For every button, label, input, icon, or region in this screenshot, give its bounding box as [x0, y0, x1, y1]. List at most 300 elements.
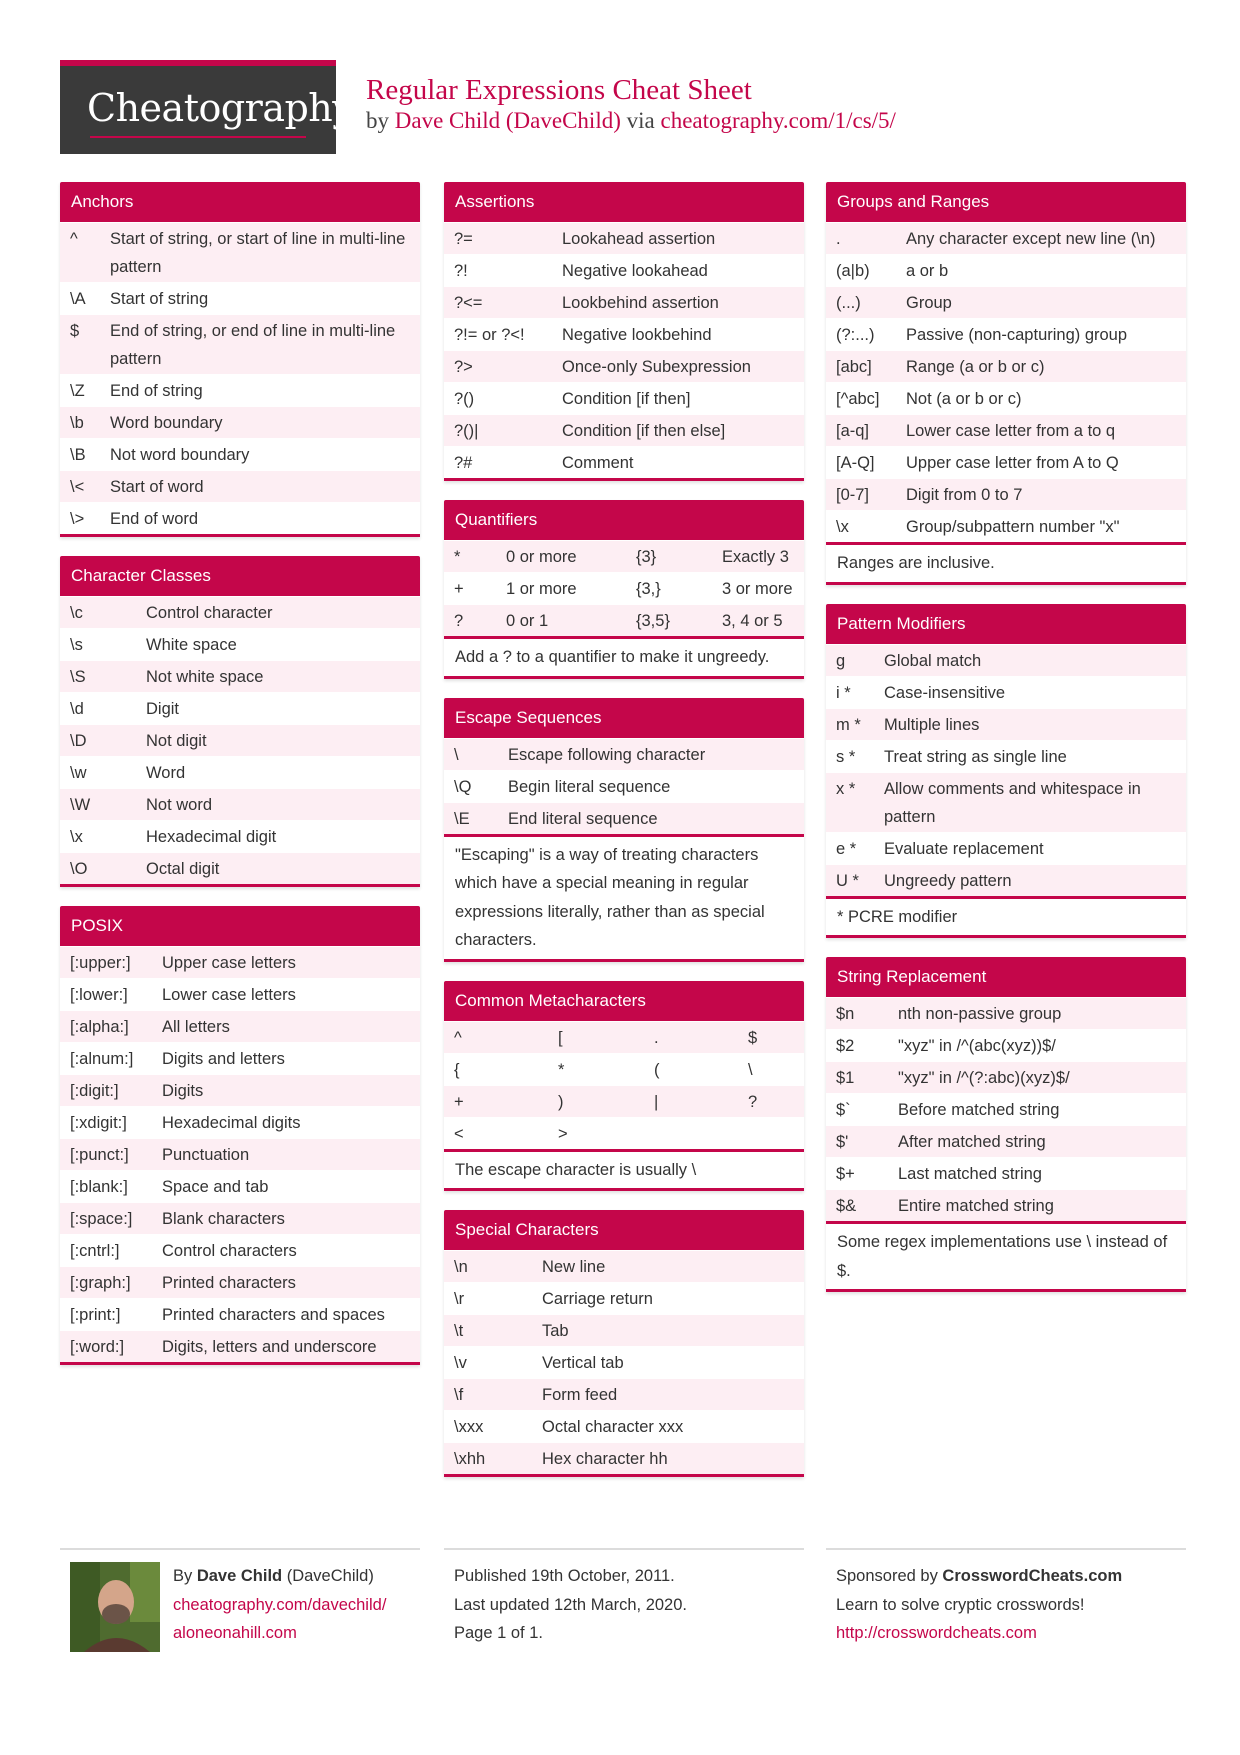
table-value: Begin literal sequence — [508, 777, 671, 796]
table-value: Comment — [562, 454, 634, 472]
table-key: [:space:] — [70, 1210, 133, 1228]
table-value: Last matched string — [898, 1165, 1042, 1183]
table-cell: ) — [558, 1092, 564, 1111]
table-key: [a-q] — [836, 422, 870, 440]
table-cell: $ — [748, 1028, 758, 1047]
table-key: \c — [70, 604, 83, 622]
table-key: \W — [70, 796, 91, 814]
table-row — [444, 254, 804, 286]
table-cell: 0 or 1 — [506, 612, 549, 630]
groups-and-ranges-section — [826, 182, 1186, 585]
table-cell: + — [454, 580, 464, 598]
table-value: Ungreedy pattern — [884, 871, 1012, 890]
table-key: ?()| — [454, 422, 479, 440]
table-key: [:graph:] — [70, 1274, 131, 1292]
table-value: Form feed — [542, 1386, 618, 1404]
table-value: Not word boundary — [110, 446, 250, 464]
table-row — [60, 1074, 420, 1106]
table-value: Negative lookahead — [562, 262, 708, 280]
table-key: [0-7] — [836, 486, 870, 504]
table-value: Entire matched string — [898, 1197, 1054, 1215]
column-3 — [826, 182, 1186, 1311]
table-value: Printed characters and spaces — [162, 1306, 385, 1324]
table-row — [444, 350, 804, 382]
table-key: [abc] — [836, 358, 872, 376]
table-key: x * — [836, 779, 856, 798]
common-metacharacters-section — [444, 981, 804, 1192]
special-characters-section — [444, 1210, 804, 1477]
table-value: Negative lookbehind — [562, 326, 712, 344]
table-row — [60, 596, 420, 628]
updated-date: Last updated 12th March, 2020. — [454, 1595, 687, 1614]
table-key: m * — [836, 715, 861, 734]
section-title: Groups and Ranges — [826, 182, 1186, 222]
avatar-photo — [70, 1562, 160, 1652]
quantifiers-section — [444, 500, 804, 679]
table-cell: . — [654, 1028, 659, 1047]
sponsor-info — [836, 1562, 1122, 1648]
table-row — [60, 1170, 420, 1202]
table-cell: ? — [748, 1092, 758, 1111]
table-row — [60, 406, 420, 438]
character-classes-table — [60, 596, 420, 884]
table-value: After matched string — [898, 1133, 1046, 1151]
byline — [366, 108, 896, 134]
posix-table — [60, 946, 420, 1362]
table-row — [826, 997, 1186, 1029]
table-key: e * — [836, 839, 857, 858]
table-key: $2 — [836, 1037, 855, 1055]
table-key: \D — [70, 732, 87, 750]
section-note: Ranges are inclusive. — [826, 542, 1186, 582]
table-row — [826, 1093, 1186, 1125]
assertions-table — [444, 222, 804, 478]
table-row — [826, 676, 1186, 708]
table-cell: ? — [454, 612, 464, 630]
table-value: Condition [if then] — [562, 390, 691, 408]
table-key: [:upper:] — [70, 954, 131, 972]
table-cell: \ — [748, 1060, 753, 1079]
table-cell: Exactly 3 — [722, 548, 789, 566]
table-row — [60, 756, 420, 788]
table-row — [444, 222, 804, 254]
table-key: \b — [70, 414, 84, 432]
table-value: Group — [906, 294, 952, 312]
table-value: Once-only Subexpression — [562, 358, 751, 376]
table-row — [60, 438, 420, 470]
table-key: s * — [836, 747, 856, 766]
footer-sponsor — [826, 1548, 1186, 1660]
table-cell: {3,} — [636, 580, 661, 598]
table-row — [444, 572, 804, 604]
table-key: ?!= or ?<! — [454, 326, 525, 344]
table-row — [444, 540, 804, 572]
table-row — [826, 1029, 1186, 1061]
table-key: ?<= — [454, 294, 483, 312]
section-note: The escape character is usually \ — [444, 1149, 804, 1189]
page-title: Regular Expressions Cheat Sheet — [366, 74, 752, 106]
table-row — [60, 1266, 420, 1298]
table-value: New line — [542, 1258, 606, 1276]
table-value: Octal digit — [146, 860, 220, 878]
footer-dates — [444, 1548, 804, 1660]
table-row — [444, 414, 804, 446]
profile-link[interactable]: cheatography.com/davechild/ — [173, 1595, 387, 1614]
table-key: \f — [454, 1386, 464, 1404]
table-value: Digit — [146, 700, 180, 718]
table-row — [60, 470, 420, 502]
footer-author — [60, 1548, 420, 1660]
table-row — [444, 446, 804, 478]
table-value: "xyz" in /^(?:abc)(xyz)$/ — [898, 1069, 1070, 1087]
table-value: Upper case letters — [162, 954, 296, 972]
table-cell: 1 or more — [506, 580, 577, 598]
table-row — [60, 692, 420, 724]
table-value: Before matched string — [898, 1101, 1060, 1119]
byline-via: via — [620, 108, 661, 133]
table-value: Not digit — [146, 732, 207, 750]
table-cell: 0 or more — [506, 548, 577, 566]
table-value: Blank characters — [162, 1210, 285, 1228]
table-key: $& — [836, 1197, 857, 1215]
table-row — [826, 772, 1186, 832]
table-key: $+ — [836, 1165, 855, 1183]
table-row — [826, 414, 1186, 446]
logo-text: Cheatography — [87, 86, 354, 130]
table-value: Octal character xxx — [542, 1418, 684, 1436]
author-avatar — [70, 1562, 160, 1652]
sponsored-label: Sponsored by — [836, 1567, 943, 1585]
table-cell: < — [454, 1124, 464, 1143]
table-key: (?:...) — [836, 326, 875, 344]
table-value: Tab — [542, 1322, 569, 1340]
character-classes-section — [60, 556, 420, 887]
table-key: [:alnum:] — [70, 1050, 134, 1068]
table-key: \xxx — [454, 1418, 484, 1436]
table-row — [826, 254, 1186, 286]
table-value: Digit from 0 to 7 — [906, 486, 1023, 504]
table-row — [826, 286, 1186, 318]
table-row — [60, 1202, 420, 1234]
table-key: [:xdigit:] — [70, 1114, 127, 1132]
table-key: \O — [70, 860, 88, 878]
pattern-modifiers-section — [826, 604, 1186, 939]
table-key: [:cntrl:] — [70, 1242, 120, 1260]
table-value: Start of string — [110, 290, 209, 308]
table-row — [444, 738, 804, 770]
section-title: Pattern Modifiers — [826, 604, 1186, 644]
table-key: $n — [836, 1005, 855, 1023]
anchors-table — [60, 222, 420, 534]
table-value: Punctuation — [162, 1146, 250, 1164]
section-note: Add a ? to a quantifier to make it ungreedy. — [444, 636, 804, 676]
escape-sequences-section — [444, 698, 804, 962]
table-value: White space — [146, 636, 237, 654]
table-row — [444, 286, 804, 318]
table-value: Digits — [162, 1082, 204, 1100]
table-value: a or b — [906, 262, 949, 280]
table-value: All letters — [162, 1018, 230, 1036]
table-row — [60, 1042, 420, 1074]
table-value: Control character — [146, 604, 273, 622]
table-row — [444, 1250, 804, 1282]
table-value: Multiple lines — [884, 715, 980, 734]
table-row — [826, 382, 1186, 414]
table-key: [:alpha:] — [70, 1018, 129, 1036]
table-key: $ — [70, 322, 80, 340]
table-row — [826, 1189, 1186, 1221]
column-1 — [60, 182, 420, 1384]
table-value: Not (a or b or c) — [906, 390, 1022, 408]
table-cell: + — [454, 1092, 464, 1111]
table-value: Not white space — [146, 668, 264, 686]
table-row — [60, 788, 420, 820]
table-row — [444, 1410, 804, 1442]
table-row — [826, 832, 1186, 864]
table-value: Any character except new line (\n) — [906, 230, 1156, 248]
sponsor-url-link[interactable]: http://crosswordcheats.com — [836, 1624, 1037, 1642]
table-value: Escape following character — [508, 745, 706, 764]
sponsor-name: CrosswordCheats.com — [942, 1567, 1123, 1585]
posix-section — [60, 906, 420, 1365]
table-cell: > — [558, 1124, 568, 1143]
table-row — [60, 852, 420, 884]
table-value: End literal sequence — [508, 809, 658, 828]
table-key: ?() — [454, 390, 475, 408]
table-key: ^ — [70, 230, 78, 248]
section-title: Character Classes — [60, 556, 420, 596]
author-link[interactable]: Dave Child (DaveChild) — [394, 108, 621, 133]
table-value: End of string — [110, 382, 203, 400]
table-cell: | — [654, 1092, 659, 1111]
table-key: U * — [836, 871, 859, 890]
table-key: ?= — [454, 230, 473, 248]
table-value: Upper case letter from A to Q — [906, 454, 1119, 472]
table-key: ?! — [454, 262, 468, 280]
table-value: Hexadecimal digits — [162, 1114, 301, 1132]
table-value: Hex character hh — [542, 1450, 668, 1468]
table-key: [:lower:] — [70, 986, 128, 1004]
table-row — [444, 770, 804, 802]
table-value: Digits and letters — [162, 1050, 285, 1068]
table-row — [826, 864, 1186, 896]
table-key: \ — [454, 745, 459, 764]
table-value: Global match — [884, 651, 982, 670]
escape-sequences-table — [444, 738, 804, 834]
section-title: Common Metacharacters — [444, 981, 804, 1021]
table-value: Condition [if then else] — [562, 422, 726, 440]
modifiers-table — [826, 644, 1186, 896]
table-key: \S — [70, 668, 86, 686]
table-cell: { — [454, 1060, 460, 1079]
table-cell: 3, 4 or 5 — [722, 612, 783, 630]
table-row — [826, 1157, 1186, 1189]
special-characters-table — [444, 1250, 804, 1474]
column-2 — [444, 182, 804, 1496]
table-value: Start of string, or start of line in multi-line pattern — [110, 230, 406, 276]
table-row — [60, 502, 420, 534]
table-row — [444, 1053, 804, 1085]
section-title: Assertions — [444, 182, 804, 222]
table-row — [444, 1314, 804, 1346]
table-key: \w — [70, 764, 87, 782]
table-key: (...) — [836, 294, 861, 312]
table-key: [^abc] — [836, 390, 880, 408]
table-key: \s — [70, 636, 83, 654]
table-value: Treat string as single line — [884, 747, 1067, 766]
table-row — [444, 1442, 804, 1474]
table-key: \> — [70, 510, 85, 528]
table-value: Passive (non-capturing) group — [906, 326, 1128, 344]
table-value: Word — [146, 764, 186, 782]
quantifiers-table — [444, 540, 804, 636]
table-value: Digits, letters and underscore — [162, 1338, 377, 1356]
table-row — [60, 724, 420, 756]
table-row — [60, 1106, 420, 1138]
section-note: * PCRE modifier — [826, 896, 1186, 936]
table-row — [444, 1282, 804, 1314]
table-row — [444, 1117, 804, 1149]
author-name: Dave Child — [196, 1567, 283, 1585]
author-info — [173, 1562, 386, 1648]
table-key: \Z — [70, 382, 85, 400]
table-key: $' — [836, 1133, 849, 1151]
author-handle: (DaveChild) — [282, 1567, 374, 1585]
site-link[interactable]: aloneonahill.com — [173, 1624, 297, 1642]
table-value: End of word — [110, 510, 199, 528]
table-row — [826, 318, 1186, 350]
table-value: Evaluate replacement — [884, 839, 1044, 858]
table-value: Lookbehind assertion — [562, 294, 719, 312]
table-row — [444, 382, 804, 414]
table-row — [444, 1021, 804, 1053]
table-row — [444, 1346, 804, 1378]
metacharacters-table — [444, 1021, 804, 1149]
table-value: Case-insensitive — [884, 683, 1006, 702]
string-replacement-section — [826, 957, 1186, 1292]
table-key: ?# — [454, 454, 473, 472]
byline-prefix: by — [366, 108, 395, 133]
table-value: Lower case letters — [162, 986, 296, 1004]
anchors-section — [60, 182, 420, 537]
section-note: "Escaping" is a way of treating characters which have a special meaning in regular expressions literally, rather than as special characters. — [444, 834, 804, 959]
table-key: (a|b) — [836, 262, 870, 280]
table-value: Word boundary — [110, 414, 223, 432]
assertions-section — [444, 182, 804, 481]
table-cell — [644, 1120, 738, 1148]
table-key: \r — [454, 1290, 465, 1308]
table-row — [60, 1138, 420, 1170]
table-key: $1 — [836, 1069, 855, 1087]
table-cell: * — [558, 1060, 565, 1079]
table-key: \t — [454, 1322, 464, 1340]
logo-underline — [90, 136, 306, 138]
table-value: Hexadecimal digit — [146, 828, 277, 846]
dates-info — [454, 1562, 687, 1648]
table-row — [826, 1125, 1186, 1157]
table-cell: ( — [654, 1060, 660, 1079]
table-row — [60, 820, 420, 852]
groups-table — [826, 222, 1186, 542]
table-row — [444, 1085, 804, 1117]
section-title: Quantifiers — [444, 500, 804, 540]
table-row — [60, 1010, 420, 1042]
page-number: Page 1 of 1. — [454, 1624, 543, 1642]
table-key: [:print:] — [70, 1306, 121, 1324]
table-value: Allow comments and whitespace in pattern — [884, 779, 1141, 826]
table-row — [826, 708, 1186, 740]
cheatography-logo[interactable] — [60, 60, 354, 154]
table-key: \v — [454, 1354, 467, 1372]
table-row — [60, 222, 420, 282]
table-row — [60, 374, 420, 406]
section-title: Escape Sequences — [444, 698, 804, 738]
table-cell: * — [454, 548, 461, 566]
table-key: [:word:] — [70, 1338, 125, 1356]
table-key: \x — [836, 518, 849, 536]
table-row — [444, 604, 804, 636]
table-row — [444, 1378, 804, 1410]
table-key: [:blank:] — [70, 1178, 128, 1196]
table-value: Space and tab — [162, 1178, 269, 1196]
table-value: Group/subpattern number "x" — [906, 518, 1120, 536]
table-row — [60, 946, 420, 978]
table-value: Control characters — [162, 1242, 297, 1260]
published-date: Published 19th October, 2011. — [454, 1567, 675, 1585]
table-row — [826, 1061, 1186, 1093]
table-cell: 3 or more — [722, 580, 793, 598]
table-row — [60, 1330, 420, 1362]
replacement-table — [826, 997, 1186, 1221]
table-key: \d — [70, 700, 84, 718]
table-row — [444, 318, 804, 350]
table-row — [444, 802, 804, 834]
table-row — [826, 478, 1186, 510]
table-value: "xyz" in /^(abc(xyz))$/ — [898, 1037, 1056, 1055]
table-row — [826, 446, 1186, 478]
table-row — [826, 222, 1186, 254]
table-key: \A — [70, 290, 86, 308]
table-key: \B — [70, 446, 86, 464]
by-label: By — [173, 1567, 197, 1585]
sponsor-line — [836, 1562, 1122, 1591]
table-cell: {3} — [636, 548, 657, 566]
table-value: Lower case letter from a to q — [906, 422, 1116, 440]
table-value: Range (a or b or c) — [906, 358, 1045, 376]
table-row — [826, 510, 1186, 542]
table-value: Printed characters — [162, 1274, 296, 1292]
table-key: \xhh — [454, 1450, 486, 1468]
table-cell: ^ — [454, 1028, 462, 1047]
sponsor-tagline: Learn to solve cryptic crosswords! — [836, 1595, 1085, 1614]
table-key: [A-Q] — [836, 454, 875, 472]
table-row — [60, 978, 420, 1010]
table-cell: [ — [558, 1028, 563, 1047]
table-row — [60, 314, 420, 374]
sheet-url-link[interactable]: cheatography.com/1/cs/5/ — [660, 108, 896, 133]
table-row — [826, 350, 1186, 382]
table-key: \< — [70, 478, 85, 496]
table-value: Start of word — [110, 478, 204, 496]
table-key: \n — [454, 1258, 468, 1276]
table-row — [60, 1298, 420, 1330]
table-key: [:punct:] — [70, 1146, 129, 1164]
table-key: \Q — [454, 777, 472, 796]
table-value: Lookahead assertion — [562, 230, 716, 248]
table-row — [60, 282, 420, 314]
table-value: Not word — [146, 796, 213, 814]
table-row — [60, 660, 420, 692]
